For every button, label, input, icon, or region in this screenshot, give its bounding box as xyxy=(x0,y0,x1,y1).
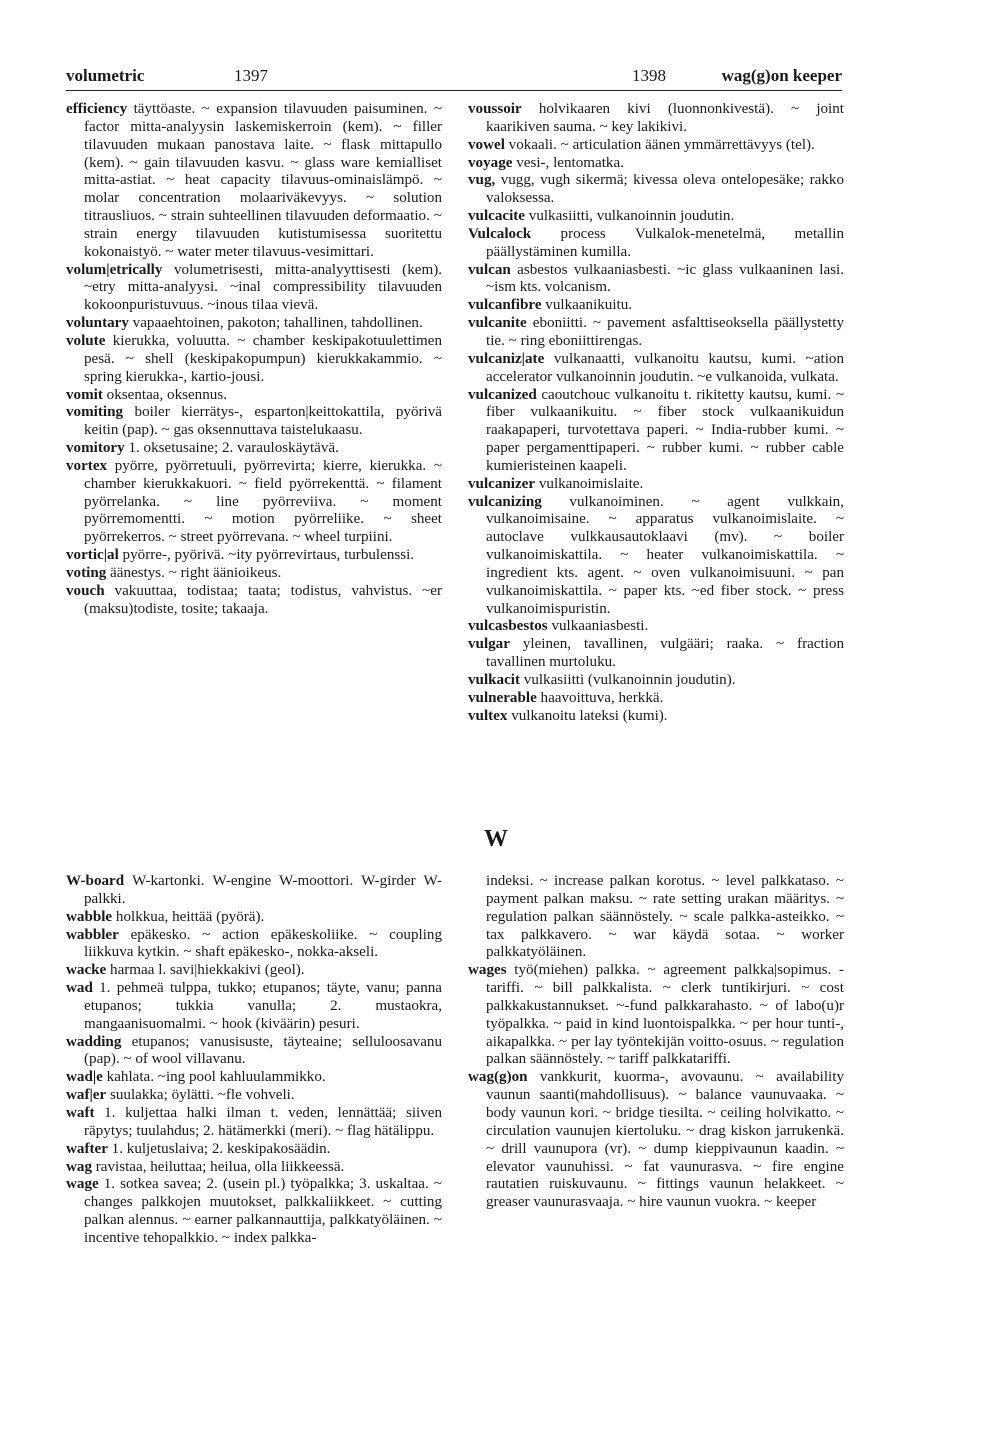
dictionary-entry: vortic|al pyörre-, pyörivä. ~ity pyörrevirtaus, turbulenssi. xyxy=(66,547,415,564)
header-left-word: volumetric xyxy=(66,66,145,85)
dictionary-entry: wabbler epäkesko. ~ action epäkeskoliike. ~ coupling liikkuva kytkin. ~ shaft epäkesko-, nokka-akseli. xyxy=(66,926,442,961)
dictionary-entry: vulcanizer vulkanoimislaite. xyxy=(468,475,644,492)
dictionary-entry: vouch vakuuttaa, todistaa; taata; todistus, vahvistus. ~er (maksu)todiste, tosite; takaaja. xyxy=(66,582,442,617)
dictionary-entry: Vulcalock process Vulkalok-menetelmä, metallin päällystäminen kumilla. xyxy=(468,225,844,260)
dictionary-entry: vulcacite vulkasiitti, vulkanoinnin joudutin. xyxy=(468,208,735,225)
dictionary-entry: wad 1. pehmeä tulppa, tukko; etupanos; täyte, vanu; panna etupanos; tukkia vanulla; 2. mustaokra, mangaanisuomalmi. ~ hook (kiväärin) pesuri. xyxy=(66,980,442,1032)
dictionary-entry: vortex pyörre, pyörretuuli, pyörrevirta; kierre, kierukka. ~ chamber kierukkakuori. ~ field pyörrekenttä. ~ filament pyörrelanka. ~ line pyörreviiva. ~ moment pyörremomentti. ~ motion pyörreliike. ~ sheet pyörrekerros. ~ street pyörrevana. ~ wheel turpiini. xyxy=(66,457,442,546)
dictionary-entry: vomitory 1. oksetusaine; 2. varauloskäytävä. xyxy=(66,440,339,457)
dictionary-entry: voussoir holvikaaren kivi (luonnonkivestä). ~ joint kaarikiven sauma. ~ key lakikivi. xyxy=(468,101,844,135)
header-right-page-number: 1398 xyxy=(632,66,666,85)
dictionary-entry: voting äänestys. ~ right äänioikeus. xyxy=(66,564,282,581)
section-letter: W xyxy=(484,826,508,852)
dictionary-entry: voluntary vapaaehtoinen, pakoton; tahallinen, tahdollinen. xyxy=(66,315,423,332)
dictionary-entry: W-board W-kartonki. W-engine W-moottori. W-girder W-palkki. xyxy=(66,873,442,907)
dictionary-entry: wacke harmaa l. savi|hiekkakivi (geol). xyxy=(66,962,305,979)
column-bottom-right xyxy=(468,873,844,1212)
dictionary-entry: vowel vokaali. ~ articulation äänen ymmärrettävyys (tel). xyxy=(468,136,815,153)
dictionary-entry: vulcaniz|ate vulkanaatti, vulkanoitu kautsu, kumi. ~ation accelerator vulkanoinnin joudutin. ~e vulkanoida, vulkata. xyxy=(468,350,844,385)
dictionary-entry: vug, vugg, vugh sikermä; kivessa oleva ontelopesäke; rakko valoksessa. xyxy=(468,172,844,207)
dictionary-entry: vomiting boiler kierrätys-, esparton|keittokattila, pyörivä keitin (pap). ~ gas oksennuttava taistelukaasu. xyxy=(66,404,442,439)
header-right-word: wag(g)on keeper xyxy=(721,66,842,85)
continued-entry: indeksi. ~ increase palkan korotus. ~ level palkkataso. ~ payment palkan maksu. ~ rate setting urakan määritys. ~ regulation palkan säännöstely. ~ scale palkka-asteikko. ~ tax palkkavero. ~ war käydä sotaa. ~ worker palkkatyöläinen. xyxy=(486,873,844,961)
column-top-left xyxy=(66,101,442,618)
dictionary-entry: vulcanized caoutchouc vulkanoitu t. rikitetty kautsu, kumi. ~ fiber vulkaanikuitu. ~ fiber stock vulkaanikuidun raakapaperi, turvotettava paperi. ~ India-rubber kumi. ~ paper pergamenttipaperi. ~ rubber kumi. ~ rubber cable kumieristeinen kaapeli. xyxy=(468,386,844,474)
dictionary-entry: volum|etrically volumetrisesti, mitta-analyyttisesti (kem). ~etry mitta-analyysi. ~inal compressibility tilavuuden kokoonpuristuvuus. ~inous tilaa vievä. xyxy=(66,261,442,314)
dictionary-entry: vulkacit vulkasiitti (vulkanoinnin joudutin). xyxy=(468,672,736,688)
dictionary-entry: vulcan asbestos vulkaaniasbesti. ~ic glass vulkaaninen lasi. ~ism kts. volcanism. xyxy=(468,261,844,296)
dictionary-entry: wadding etupanos; vanusisuste, täyteaine; selluloosavanu (pap). ~ of wool villavanu. xyxy=(66,1033,442,1068)
dictionary-entry: wag(g)on vankkurit, kuorma-, avovaunu. ~ availability vaunun saanti(mahdollisuus). ~ balance vaunuvaaka. ~ body vaunun kori. ~ bridge tiesilta. ~ ceiling holvikatto. ~ circulation vaunujen kiertoluku. ~ drag kiskon jarrukenkä. ~ drill vaunupora (vr). ~ dump kieppivaunun kaadin. ~ elevator vaunuhissi. ~ fat vaunurasva. ~ fire engine rautatien ruiskuvaunu. ~ fittings vaunun helakkeet. ~ greaser vaunurasvaaja. ~ hire vaunun vuokra. ~ keeper xyxy=(468,1069,844,1211)
dictionary-entry: wag ravistaa, heiluttaa; heilua, olla liikkeessä. xyxy=(66,1158,345,1175)
dictionary-entry: voyage vesi-, lentomatka. xyxy=(468,154,624,171)
dictionary-entry: volute kierukka, voluutta. ~ chamber keskipakotuulettimen pesä. ~ shell (keskipakopumpun) kierukkakammio. ~ spring kierukka-, kartio-jousi. xyxy=(66,332,442,385)
column-bottom-left xyxy=(66,873,442,1248)
dictionary-entry: vulcanizing vulkanoiminen. ~ agent vulkkain, vulkanoimisaine. ~ apparatus vulkanoimislaite. ~ autoclave vulkkausautoklaavi (mv). ~ boiler vulkanoimiskattila. ~ heater vulkanoimiskattila. ~ ingredient kts. agent. ~ oven vulkanoimisuuni. ~ pan vulkanoimiskattila. ~ paper kts. ~ed fiber stock. ~ press vulkanoimispuristin. xyxy=(468,493,844,617)
dictionary-entry: vulnerable haavoittuva, herkkä. xyxy=(468,689,664,706)
dictionary-entry: waft 1. kuljettaa halki ilman t. veden, lennättää; siiven räpytys; tuulahdus; 2. hätämerkki (meri). ~ flag hätälippu. xyxy=(66,1104,442,1139)
dictionary-entry: wad|e kahlata. ~ing pool kahluulammikko. xyxy=(66,1069,326,1086)
dictionary-entry: vulcasbestos vulkaaniasbesti. xyxy=(468,618,649,635)
dictionary-entry: vultex vulkanoitu lateksi (kumi). xyxy=(468,707,668,724)
header-left-page-number: 1397 xyxy=(234,66,268,85)
column-top-right xyxy=(468,101,844,726)
header-rule xyxy=(66,90,842,91)
dictionary-entry: wabble holkkua, heittää (pyörä). xyxy=(66,908,265,925)
running-header xyxy=(66,64,842,90)
dictionary-entry: efficiency täyttöaste. ~ expansion tilavuuden paisuminen. ~ factor mitta-analyysin laskemiskerroin (kem). ~ filler tilavuuden mukaan panostava laite. ~ flask mittapullo (kem). ~ gain tilavuuden kasvu. ~ glass ware kemialliset mitta-astiat. ~ heat capacity tilavuus-ominaislämpö. ~ molar concentration molaariväkevyys. ~ solution titrausliuos. ~ strain suhteellinen tilavuuden deformaatio. ~ strain energy tilavuuden kutistumisessa suoritettu kokonaistyö. ~ water meter tilavuus-vesimittari. xyxy=(66,101,442,260)
dictionary-entry: waf|er suulakka; öylätti. ~fle vohveli. xyxy=(66,1087,295,1104)
dictionary-entry: vulcanite eboniitti. ~ pavement asfalttiseoksella päällystetty tie. ~ ring eboniittirengas. xyxy=(468,315,844,349)
dictionary-entry: wages työ(miehen) palkka. ~ agreement palkka|sopimus. -tariffi. ~ bill palkkalista. ~ clerk tuntikirjuri. ~ cost palkkakustannukset. ~-fund palkkarahasto. ~ of labo(u)r työpalkka. ~ paid in kind luontoispalkka. ~ per hour tunti-, aikapalkka. ~ per lay työntekijän voitto-osuus. ~ regulation palkan säännöstely. ~ tariff palkkatariffi. xyxy=(468,962,844,1068)
dictionary-entry: vulcanfibre vulkaanikuitu. xyxy=(468,297,633,314)
dictionary-entry: wage 1. sotkea savea; 2. (usein pl.) työpalkka; 3. uskaltaa. ~ changes palkkojen muutokset, palkkaliikkeet. ~ cutting palkan alennus. ~ earner palkannauttija, palkkatyöläinen. ~ incentive tehopalkkio. ~ index palkka- xyxy=(66,1176,442,1246)
dictionary-entry: vomit oksentaa, oksennus. xyxy=(66,386,227,403)
dictionary-entry: wafter 1. kuljetuslaiva; 2. keskipakosäädin. xyxy=(66,1140,331,1157)
dictionary-entry: vulgar yleinen, tavallinen, vulgääri; raaka. ~ fraction tavallinen murtoluku. xyxy=(468,636,844,671)
